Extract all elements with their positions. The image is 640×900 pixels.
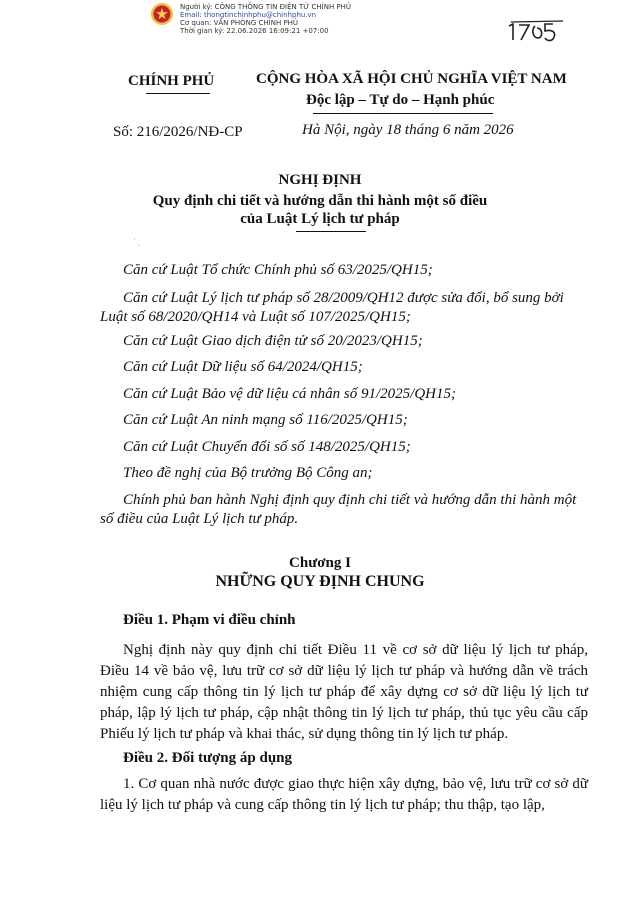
place-and-date: Hà Nội, ngày 18 tháng 6 năm 2026 [302,122,514,138]
legal-basis: Căn cứ Luật Tổ chức Chính phủ số 63/2025/QH15; [123,262,433,278]
agency-underline [146,93,210,94]
signing-time: Thời gian ký: 22.06.2026 16:09:21 +07:00 [180,27,329,35]
document-number: Số: 216/2026/NĐ-CP [113,124,243,140]
legal-basis: Căn cứ Luật Bảo vệ dữ liệu cá nhân số 91/2025/QH15; [123,386,456,402]
chapter-title: NHỮNG QUY ĐỊNH CHUNG [215,573,425,590]
signer-line: Người ký: CÔNG THÔNG TIN ĐIỆN TỬ CHÍNH PHỦ [180,3,352,11]
document-type: NGHỊ ĐỊNH [278,172,362,188]
legal-basis: Căn cứ Luật An ninh mạng số 116/2025/QH15; [123,412,408,428]
legal-basis: Căn cứ Luật Dữ liệu số 64/2024/QH15; [123,359,363,375]
signer-agency: Cơ quan: VĂN PHÒNG CHÍNH PHỦ [180,19,299,27]
legal-basis: Căn cứ Luật Giao dịch điện tử số 20/2023/QH15; [123,333,423,349]
chapter-number: Chương I [289,555,351,571]
scan-speck: ˈ ˌ [133,237,141,246]
legal-basis: Căn cứ Luật Chuyển đổi số số 148/2025/QH15; [123,439,411,455]
national-name: CỘNG HÒA XÃ HỘI CHỦ NGHĨA VIỆT NAM [256,71,567,87]
article-body: 1. Cơ quan nhà nước được giao thực hiện xây dựng, bảo vệ, lưu trữ cơ sở dữ liệu lý lịch tư pháp và cung cấp thông tin lý lịch tư pháp; thu thập, tạo lập, [100,776,588,813]
document-title-line-2: của Luật Lý lịch tư pháp [240,211,400,227]
national-emblem-icon [150,2,174,26]
issuing-agency: CHÍNH PHỦ [128,73,215,89]
article-heading: Điều 2. Đối tượng áp dụng [123,750,293,766]
national-motto: Độc lập – Tự do – Hạnh phúc [306,92,495,108]
proposal-basis: Theo đề nghị của Bộ trưởng Bộ Công an; [123,465,373,481]
document-title-line-1: Quy định chi tiết và hướng dẫn thi hành một số điều [152,193,488,209]
article-heading: Điều 1. Phạm vi điều chỉnh [123,612,296,628]
legal-basis: Căn cứ Luật Lý lịch tư pháp số 28/2009/QH12 được sửa đổi, bổ sung bởi Luật số 68/2020/QH14 và Luật số 107/2025/QH15; [100,290,564,325]
title-underline [296,231,366,232]
article-body: Nghị định này quy định chi tiết Điều 11 về cơ sở dữ liệu lý lịch tư pháp, Điều 14 về bảo vệ, lưu trữ cơ sở dữ liệu lý lịch tư pháp và hướng dẫn về trách nhiệm cung cấp thông tin lý lịch tư pháp để xây dựng cơ sở dữ liệu lý lịch tư pháp, lập lý lịch tư pháp, cập nhật thông tin lý lịch tư pháp, thủ tục yêu cầu cấp Phiếu lý lịch tư pháp và khai thác, sử dụng thông tin lý lịch tư pháp. [100,642,588,742]
signer-email[interactable]: Email: thongtinchinhphu@chinhphu.vn [180,11,317,19]
enactment-statement: Chính phủ ban hành Nghị định quy định chi tiết và hướng dẫn thi hành một số điều của Luật Lý lịch tư pháp. [100,492,577,527]
motto-underline [313,113,493,114]
handwritten-margin-mark [505,20,567,44]
